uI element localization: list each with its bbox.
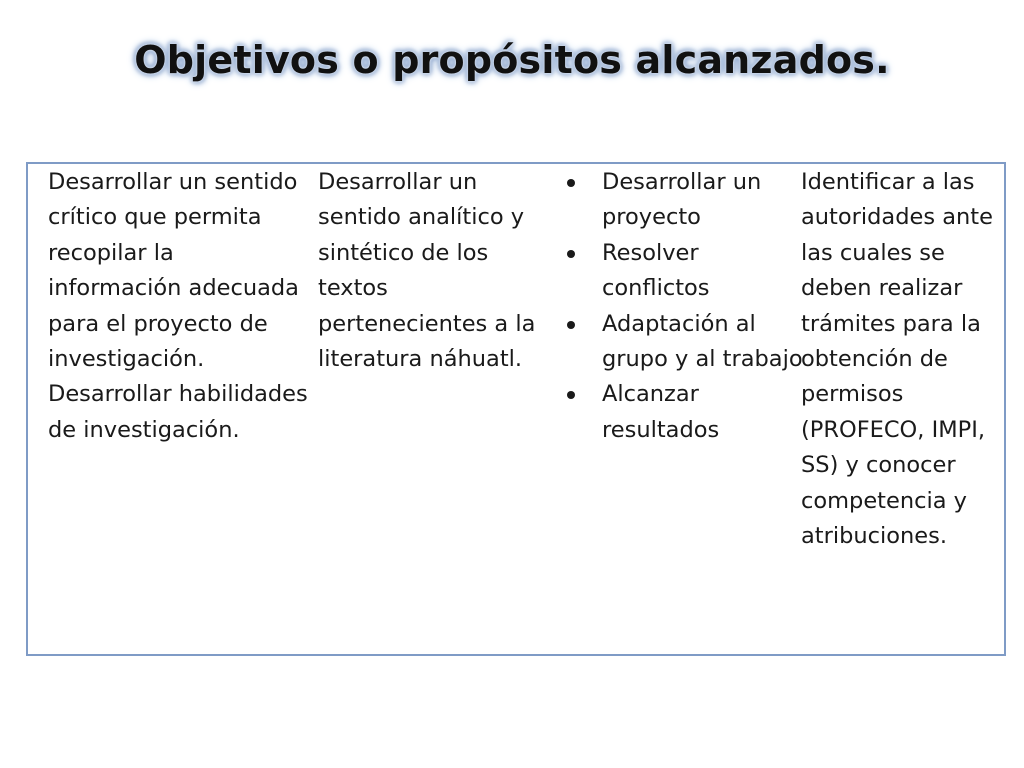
- list-item: [558, 377, 808, 448]
- table-column-2: [318, 165, 558, 377]
- bullet-icon: [567, 250, 575, 258]
- table-column-3: [558, 165, 808, 448]
- table-column-4: [801, 165, 1006, 554]
- bullet-text: Alcanzar resultados: [602, 381, 720, 443]
- bullet-icon: [567, 391, 575, 399]
- column-2-paragraph-1: Desarrollar un sentido analítico y sintético de los textos pertenecientes a la literatura náhuatl.: [318, 169, 536, 373]
- bullet-text: Resolver conflictos: [602, 239, 710, 302]
- bullet-text: Adaptación al grupo y al trabajo: [602, 310, 803, 373]
- slide-title: Objetivos o propósitos alcanzados.: [134, 38, 890, 82]
- objectives-table: [26, 162, 1006, 656]
- list-item: [558, 307, 808, 378]
- list-item: [558, 165, 808, 236]
- bullet-list: [558, 165, 808, 448]
- bullet-icon: [567, 321, 575, 329]
- bullet-icon: [567, 179, 575, 187]
- column-4-paragraph-1: Identificar a las autoridades ante las cuales se deben realizar trámites para la obtención de permisos (PROFECO, IMPI, SS) y conocer competencia y atribuciones.: [801, 169, 993, 550]
- column-1-paragraph-2: Desarrollar habilidades de investigación.: [48, 381, 308, 443]
- table-column-1: [48, 165, 310, 448]
- bullet-text: Desarrollar un proyecto: [602, 169, 762, 231]
- column-1-paragraph-1: Desarrollar un sentido crítico que permita recopilar la información adecuada para el proyecto de investigación.: [48, 169, 299, 373]
- list-item: [558, 236, 808, 307]
